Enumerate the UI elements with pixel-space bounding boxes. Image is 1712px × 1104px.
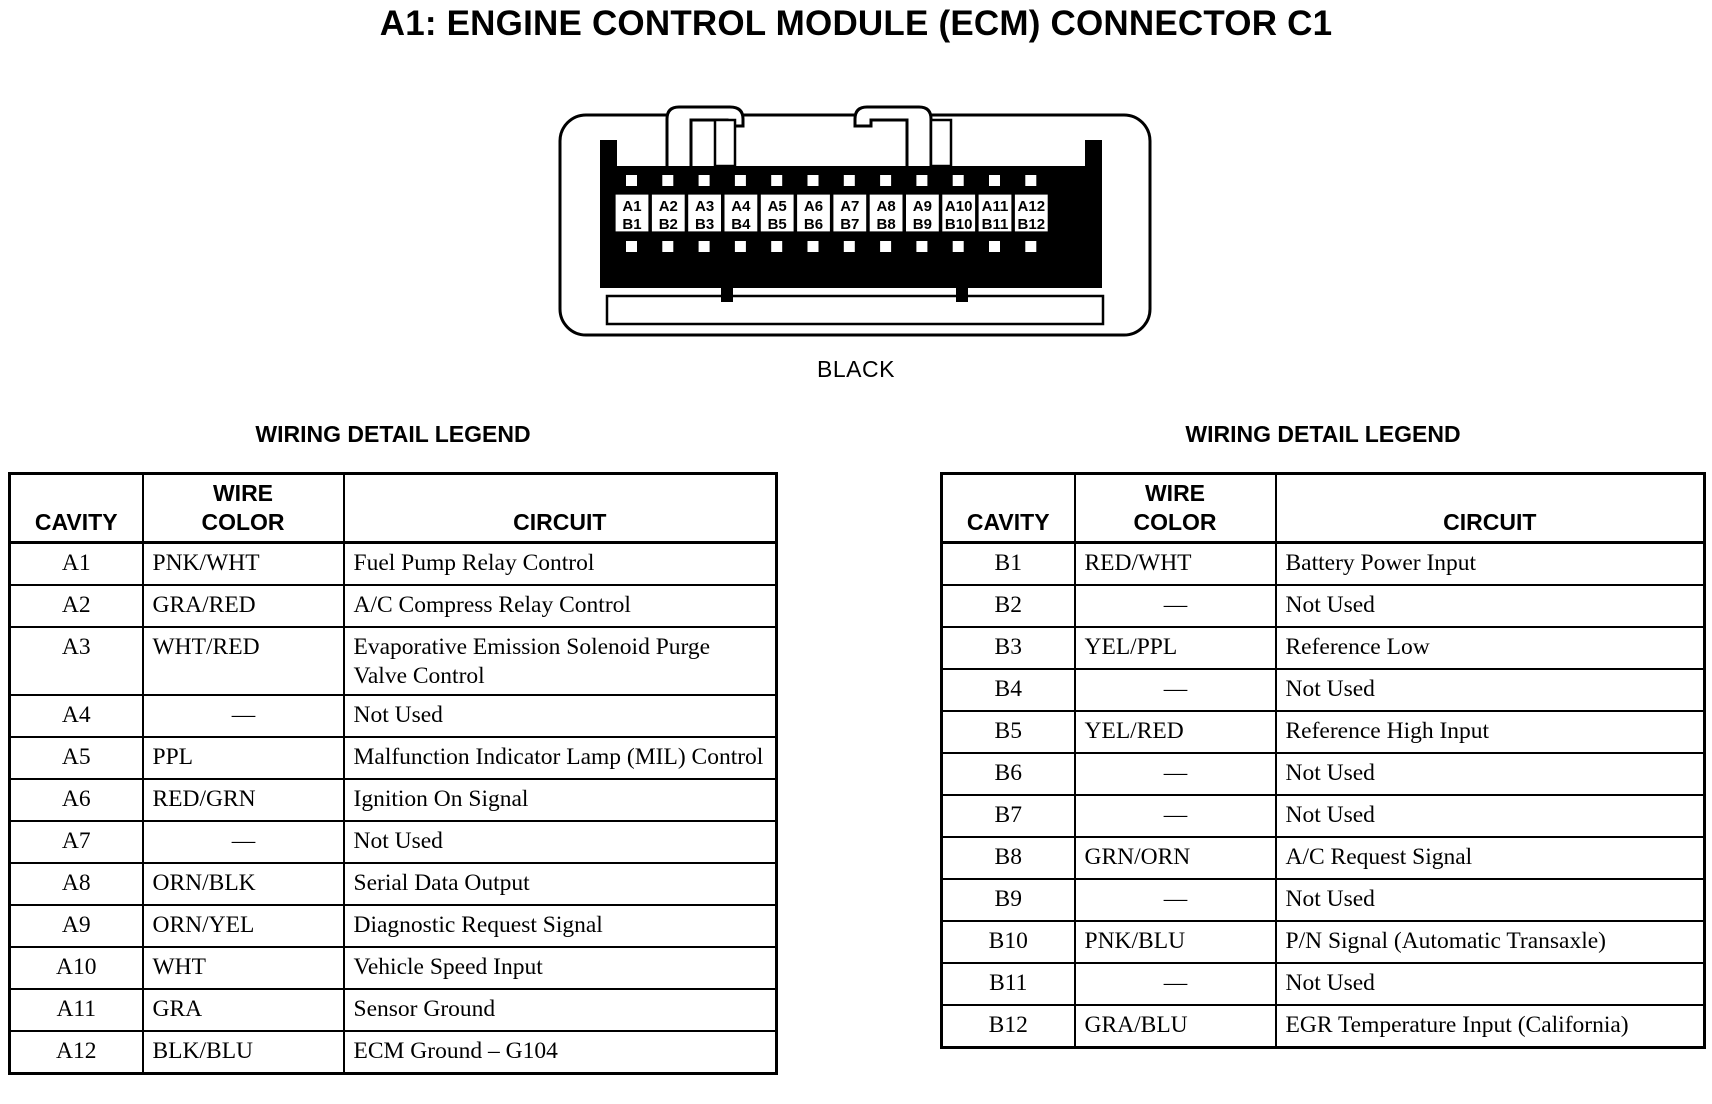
circuit-cell: Vehicle Speed Input	[344, 947, 777, 989]
table-row	[942, 627, 1705, 669]
pin-label-b: B6	[803, 216, 824, 233]
table-row	[942, 837, 1705, 879]
pin-cavity-top	[662, 175, 673, 186]
table-row	[942, 963, 1705, 1005]
cavity-cell: A4	[10, 695, 143, 737]
pin-label-a: A5	[767, 198, 787, 215]
wire-color-cell: —	[1075, 585, 1276, 627]
table-row	[942, 1005, 1705, 1048]
cavity-cell: B10	[942, 921, 1075, 963]
pin-cavity-bottom	[662, 241, 673, 252]
cavity-cell: A11	[10, 989, 143, 1031]
cavity-cell: B6	[942, 753, 1075, 795]
table-row	[942, 669, 1705, 711]
pin-cavity-bottom	[1025, 241, 1036, 252]
cavity-cell: B11	[942, 963, 1075, 1005]
table-row	[10, 1031, 777, 1074]
cavity-cell: A1	[10, 543, 143, 586]
pin-label-a: A2	[658, 198, 678, 215]
wire-color-cell: GRA/BLU	[1075, 1005, 1276, 1048]
wire-color-cell: GRN/ORN	[1075, 837, 1276, 879]
key-notch-right	[956, 286, 968, 302]
pin-cavity-bottom	[844, 241, 855, 252]
wire-color-cell: —	[1075, 963, 1276, 1005]
table-row	[10, 627, 777, 695]
wire-color-cell: YEL/PPL	[1075, 627, 1276, 669]
pin-cavity-top	[735, 175, 746, 186]
cavity-cell: B3	[942, 627, 1075, 669]
header-wire-color	[143, 474, 344, 543]
circuit-cell: Reference Low	[1276, 627, 1705, 669]
cavity-cell: A10	[10, 947, 143, 989]
circuit-cell: EGR Temperature Input (California)	[1276, 1005, 1705, 1048]
circuit-cell: Reference High Input	[1276, 711, 1705, 753]
circuit-cell: Fuel Pump Relay Control	[344, 543, 777, 586]
circuit-cell: Serial Data Output	[344, 863, 777, 905]
wire-color-cell: —	[1075, 669, 1276, 711]
table-row	[10, 695, 777, 737]
header-color: COLOR	[201, 509, 285, 535]
pin-label-a: A8	[876, 198, 896, 215]
wire-color-cell: RED/GRN	[143, 779, 344, 821]
pin-cavity-bottom	[808, 241, 819, 252]
key-notch-left	[721, 286, 733, 302]
pin-label-b: B12	[1017, 216, 1046, 233]
circuit-cell: A/C Request Signal	[1276, 837, 1705, 879]
pin-cavity-top	[1025, 175, 1036, 186]
circuit-cell: Evaporative Emission Solenoid Purge Valve Control	[344, 627, 777, 695]
circuit-cell: Not Used	[1276, 753, 1705, 795]
header-wire: WIRE	[212, 480, 274, 506]
cavity-cell: A12	[10, 1031, 143, 1074]
circuit-cell: A/C Compress Relay Control	[344, 585, 777, 627]
wiring-legend-b	[940, 472, 1706, 1049]
left-lock-post	[715, 120, 735, 166]
table-row	[942, 585, 1705, 627]
wire-color-cell: WHT/RED	[143, 627, 344, 695]
pin-label-a: A7	[840, 198, 860, 215]
pin-label-a: A12	[1017, 198, 1046, 215]
cavity-cell: B8	[942, 837, 1075, 879]
wire-color-cell: ORN/BLK	[143, 863, 344, 905]
table-row	[942, 711, 1705, 753]
table-row	[10, 585, 777, 627]
pin-label-a: A11	[981, 198, 1009, 215]
cavity-cell: A6	[10, 779, 143, 821]
header-color: COLOR	[1133, 509, 1217, 535]
pin-cavity-top	[916, 175, 927, 186]
wire-color-cell: GRA	[143, 989, 344, 1031]
table-row	[10, 821, 777, 863]
circuit-cell: ECM Ground – G104	[344, 1031, 777, 1074]
cavity-cell: A8	[10, 863, 143, 905]
wire-color-cell: —	[143, 821, 344, 863]
connector-drawing	[555, 74, 1155, 344]
wire-color-cell: YEL/RED	[1075, 711, 1276, 753]
cavity-cell: A3	[10, 627, 143, 695]
pin-cavity-bottom	[771, 241, 782, 252]
table-row	[942, 795, 1705, 837]
pin-label-b: B5	[767, 216, 787, 233]
table-row	[10, 863, 777, 905]
pin-label-b: B7	[840, 216, 860, 233]
wiring-legend-a	[8, 472, 778, 1075]
cavity-cell: A9	[10, 905, 143, 947]
pin-cavity-bottom	[626, 241, 637, 252]
pin-cavity-bottom	[953, 241, 964, 252]
wire-color-cell: WHT	[143, 947, 344, 989]
circuit-cell: Not Used	[344, 821, 777, 863]
wire-color-cell: —	[1075, 879, 1276, 921]
pin-label-a: A3	[695, 198, 715, 215]
cavity-cell: B5	[942, 711, 1075, 753]
cavity-cell: B9	[942, 879, 1075, 921]
pin-cavity-bottom	[880, 241, 891, 252]
pin-cavity-top	[808, 175, 819, 186]
wire-color-cell: PNK/WHT	[143, 543, 344, 586]
pin-cavity-bottom	[735, 241, 746, 252]
cavity-cell: A5	[10, 737, 143, 779]
diagram-title: A1: ENGINE CONTROL MODULE (ECM) CONNECTOR C1	[379, 4, 1333, 43]
circuit-cell: Ignition On Signal	[344, 779, 777, 821]
pin-label-b: B8	[876, 216, 896, 233]
cavity-cell: B7	[942, 795, 1075, 837]
wire-color-cell: —	[1075, 753, 1276, 795]
pin-label-b: B10	[944, 216, 973, 233]
cavity-cell: B2	[942, 585, 1075, 627]
legend-a-title: WIRING DETAIL LEGEND	[255, 421, 531, 447]
circuit-cell: Not Used	[344, 695, 777, 737]
pin-cavity-top	[953, 175, 964, 186]
pin-label-b: B3	[695, 216, 715, 233]
table-row	[10, 543, 777, 586]
pin-label-b: B4	[731, 216, 751, 233]
cavity-cell: A2	[10, 585, 143, 627]
connector-color-label: BLACK	[817, 356, 895, 382]
wire-color-cell: PPL	[143, 737, 344, 779]
cavity-cell: B12	[942, 1005, 1075, 1048]
pin-cavity-top	[880, 175, 891, 186]
header-wire-color	[1075, 474, 1276, 543]
header-circuit: CIRCUIT	[1276, 474, 1705, 543]
pin-label-b: B9	[912, 216, 932, 233]
circuit-cell: Not Used	[1276, 669, 1705, 711]
wire-color-cell: —	[1075, 795, 1276, 837]
pin-label-a: A9	[912, 198, 932, 215]
pin-label-a: A4	[731, 198, 751, 215]
header-cavity: CAVITY	[10, 474, 143, 543]
wire-color-cell: GRA/RED	[143, 585, 344, 627]
pin-cavity-top	[844, 175, 855, 186]
legend-header-row	[10, 474, 777, 543]
pin-label-a: A6	[803, 198, 824, 215]
pin-cavity-top	[989, 175, 1000, 186]
circuit-cell: Not Used	[1276, 963, 1705, 1005]
table-row	[942, 921, 1705, 963]
circuit-cell: Malfunction Indicator Lamp (MIL) Control	[344, 737, 777, 779]
pin-label-a: A10	[944, 198, 973, 215]
pin-label-b: B11	[981, 216, 1009, 233]
legend-b-title: WIRING DETAIL LEGEND	[1185, 421, 1461, 447]
cavity-cell: B1	[942, 543, 1075, 586]
wire-color-cell: ORN/YEL	[143, 905, 344, 947]
right-lock-post	[931, 120, 951, 166]
table-row	[10, 737, 777, 779]
legend-header-row	[942, 474, 1705, 543]
wire-color-cell: PNK/BLU	[1075, 921, 1276, 963]
table-row	[942, 879, 1705, 921]
circuit-cell: Not Used	[1276, 879, 1705, 921]
pin-label-b: B1	[622, 216, 642, 233]
pin-cavity-bottom	[699, 241, 710, 252]
table-row	[10, 779, 777, 821]
pin-cavity-bottom	[989, 241, 1000, 252]
header-cavity: CAVITY	[942, 474, 1075, 543]
table-row	[10, 905, 777, 947]
pin-cavity-top	[699, 175, 710, 186]
header-wire: WIRE	[1144, 480, 1206, 506]
circuit-cell: Not Used	[1276, 795, 1705, 837]
wire-color-cell: RED/WHT	[1075, 543, 1276, 586]
table-row	[942, 753, 1705, 795]
table-row	[942, 543, 1705, 586]
pin-label-a: A1	[622, 198, 642, 215]
cavity-cell: B4	[942, 669, 1075, 711]
pin-cavity-bottom	[916, 241, 927, 252]
circuit-cell: Not Used	[1276, 585, 1705, 627]
pin-label-b: B2	[658, 216, 678, 233]
circuit-cell: Diagnostic Request Signal	[344, 905, 777, 947]
pin-cavity-top	[771, 175, 782, 186]
wire-color-cell: —	[143, 695, 344, 737]
wire-color-cell: BLK/BLU	[143, 1031, 344, 1074]
pin-cavity-top	[626, 175, 637, 186]
circuit-cell: Sensor Ground	[344, 989, 777, 1031]
circuit-cell: P/N Signal (Automatic Transaxle)	[1276, 921, 1705, 963]
bottom-key-slot	[607, 296, 1103, 324]
circuit-cell: Battery Power Input	[1276, 543, 1705, 586]
table-row	[10, 947, 777, 989]
table-row	[10, 989, 777, 1031]
cavity-cell: A7	[10, 821, 143, 863]
header-circuit: CIRCUIT	[344, 474, 777, 543]
